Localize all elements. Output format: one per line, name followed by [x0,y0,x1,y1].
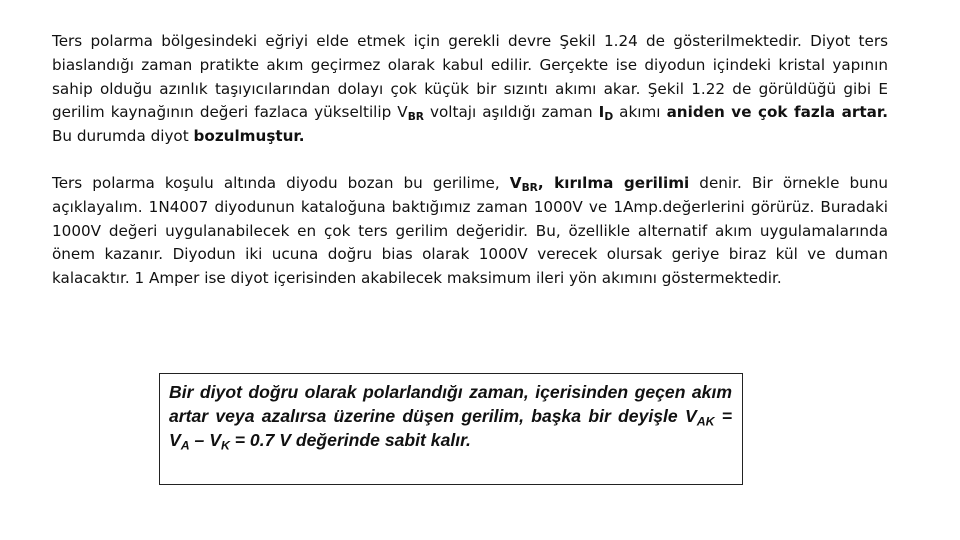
bold-word-broken: bozulmuştur. [193,127,305,146]
subscript-a: A [180,438,190,453]
subscript-ak: AK [696,414,715,429]
paragraph-reverse-bias [52,30,888,149]
bold-phrase-breakdown-voltage: , kırılma gerilimi [537,174,690,192]
subscript-br: BR [521,181,538,195]
bold-phrase-sudden-increase: aniden ve çok fazla artar. [666,103,888,122]
highlight-box [159,373,743,485]
subscript-d: D [604,110,614,124]
subscript-k: K [220,438,230,453]
text-run: = 0.7 V değerinde sabit kalır. [229,430,471,450]
box-statement [169,380,732,452]
paragraph-breakdown-voltage [52,172,888,291]
text-run: Ters polarma bölgesindeki eğriyi elde etmek için gerekli devre Şekil 1.24 de gösterilmektedir. Diyot ters biaslandığı zaman pratikte akım geçirmez olarak kabul edilir. Gerçekte ise diyodun içindeki kristal yapının sahip olduğu azınlık taşıyıcılarından dolayı çok küçük bir sızıntı akımı akar. Şekil 1.22 de görüldüğü gibi E gerilim kaynağının değeri fazlaca yükseltilip V [52,32,888,122]
text-run: akımı [613,103,667,122]
text-run: Bu durumda diyot [52,127,194,146]
text-run: Bir diyot doğru olarak polarlandığı zaman, içerisinden geçen akım artar veya azalırsa üzerine düşen gerilim, başka bir deyişle V [169,382,732,426]
text-run: Ters polarma koşulu altında diyodu bozan bu gerilime, [52,174,510,192]
symbol-vbr [509,174,538,195]
subscript-br: BR [407,110,424,124]
text-run: – V [189,430,221,450]
text-run: = V [169,406,732,450]
symbol-id [598,103,614,124]
text-run: voltajı aşıldığı zaman [423,103,599,122]
symbol-i: I [598,103,605,122]
text-run: denir. Bir örnekle bunu açıklayalım. 1N4007 diyodunun kataloğuna baktığımız zaman 1000V ve 1Amp.değerlerini görürüz. Buradaki 1000V değeri uygulanabilecek en çok ters gerilim değeridir. Bu, özellikle alternatif akım uygulamalarında önem kazanır. Diyodun iki ucuna doğru bias olarak 1000V verecek olursak geriye biraz kül ve duman kalacaktır. 1 Amper ise diyot içerisinden akabilecek maksimum ileri yön akımını göstermektedir. [52,174,888,288]
symbol-v: V [509,174,522,192]
